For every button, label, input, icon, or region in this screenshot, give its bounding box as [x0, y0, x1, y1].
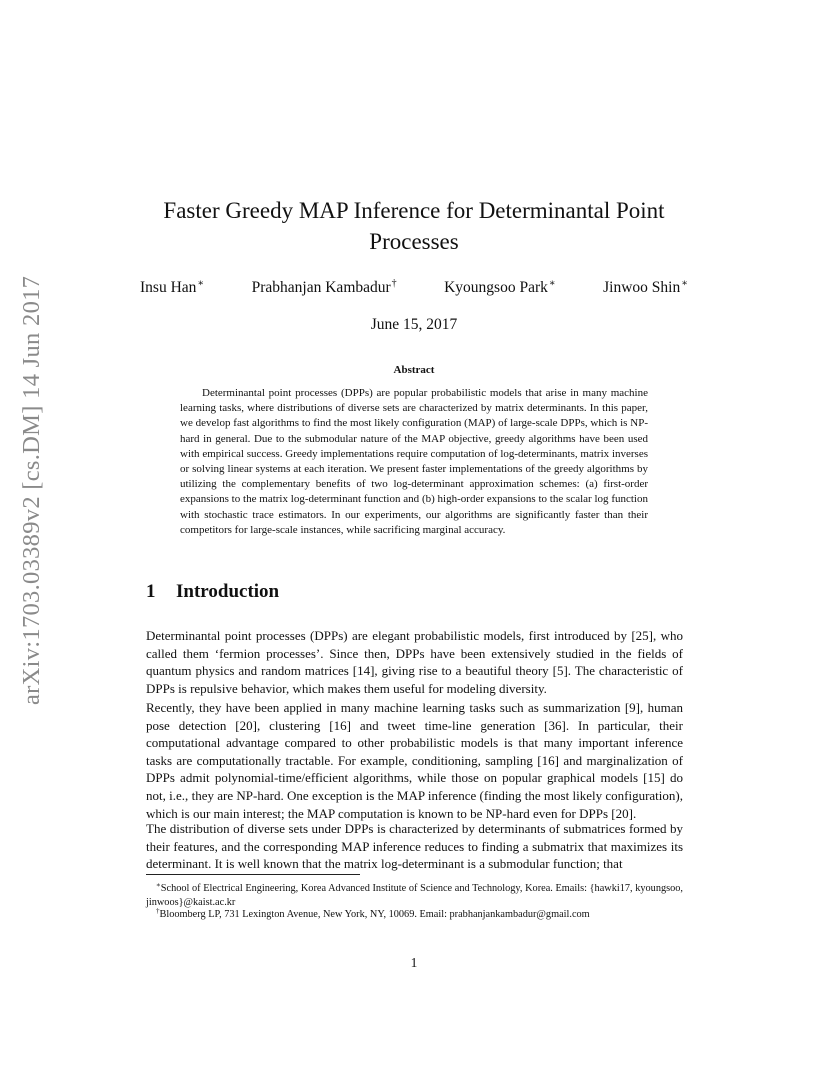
- author-list: [140, 278, 688, 297]
- body-paragraph: The distribution of diverse sets under DPPs is characterized by determinants of submatrices formed by their features, and the corresponding MAP inference reduces to finding a submatrix that maximizes its determinant. It is well known that the matrix log-determinant is a submodular function; that: [146, 821, 683, 872]
- paper-title: Faster Greedy MAP Inference for Determinantal Point Processes: [163, 198, 665, 254]
- author: [140, 278, 204, 297]
- section-title: Introduction: [176, 581, 280, 602]
- body-paragraph: Recently, they have been applied in many machine learning tasks such as summarization [9], human pose detection [20], clustering [16] and tweet time-line generation [36]. In particular, their computational advantage compared to other probabilistic models is that many important inference tasks are computationally tractable. For example, conditioning, sampling [16] and marginalization of DPPs admit polynomial-time/efficient algorithms, while those on popular graphical models [15] do not, i.e., they are NP-hard. One exception is the MAP inference (finding the most likely configuration), which is our main interest; the MAP computation is known to be NP-hard even for DPPs [20].: [146, 700, 683, 821]
- affiliation-mark: ∗: [548, 278, 556, 289]
- affiliation-mark: †: [391, 278, 397, 289]
- author-name: Kyoungsoo Park: [444, 279, 548, 296]
- section-number: 1: [146, 581, 156, 602]
- affiliation-mark: ∗: [681, 278, 688, 289]
- body-paragraph: Determinantal point processes (DPPs) are elegant probabilistic models, first introduced by [25], who called them ‘fermion processes’. Since then, DPPs have been extensively studied in the fields of quantum physics and random matrices [14], giving rise to a beautiful theory [5]. The characteristic of DPPs is repulsive behavior, which makes them useful for modeling diversity.: [146, 628, 683, 696]
- footnote-text: School of Electrical Engineering, Korea Advanced Institute of Science and Technology, Korea. Emails: {hawki17, kyoungsoo, jinwoos}@kaist.ac.kr: [146, 883, 683, 908]
- footnote-divider: [146, 874, 360, 875]
- section-heading: [146, 581, 279, 603]
- author-name: Jinwoo Shin: [603, 279, 681, 296]
- abstract-heading: Abstract: [393, 364, 435, 376]
- arxiv-identifier-stamp[interactable]: arXiv:1703.03389v2 [cs.DM] 14 Jun 2017: [18, 275, 45, 705]
- affiliation-mark: ∗: [197, 278, 205, 289]
- paper-date: June 15, 2017: [370, 316, 458, 333]
- abstract-text: Determinantal point processes (DPPs) are popular probabilistic models that arise in many machine learning tasks, where distributions of diverse sets are characterized by matrix determinants. In this paper, we develop fast algorithms to find the most likely configuration (MAP) of large-scale DPPs, which is NP-hard in general. Due to the submodular nature of the MAP objective, greedy algorithms have been used with empirical success. Greedy implementations require computation of log-determinants, matrix inverses or solving linear systems at each iteration. We present faster implementations of the greedy algorithms by utilizing the complementary benefits of two log-determinant approximation schemes: (a) first-order expansions to the matrix log-determinant function and (b) high-order expansions to the scalar log function with stochastic trace estimators. In our experiments, our algorithms are significantly faster than their competitors for large-scale instances, while sacrificing marginal accuracy.: [180, 387, 648, 536]
- footnote-mark: ∗: [156, 881, 161, 889]
- author: [444, 278, 556, 297]
- page-number: 1: [410, 955, 418, 970]
- author: [603, 278, 688, 297]
- footnote-text: Bloomberg LP, 731 Lexington Avenue, New York, NY, 10069. Email: prabhanjankambadur@gmail.com: [159, 909, 590, 920]
- footnote-mark: †: [156, 907, 160, 915]
- author-name: Prabhanjan Kambadur: [251, 279, 391, 296]
- footnote: [146, 904, 683, 922]
- author-name: Insu Han: [140, 279, 197, 296]
- author: [252, 278, 397, 297]
